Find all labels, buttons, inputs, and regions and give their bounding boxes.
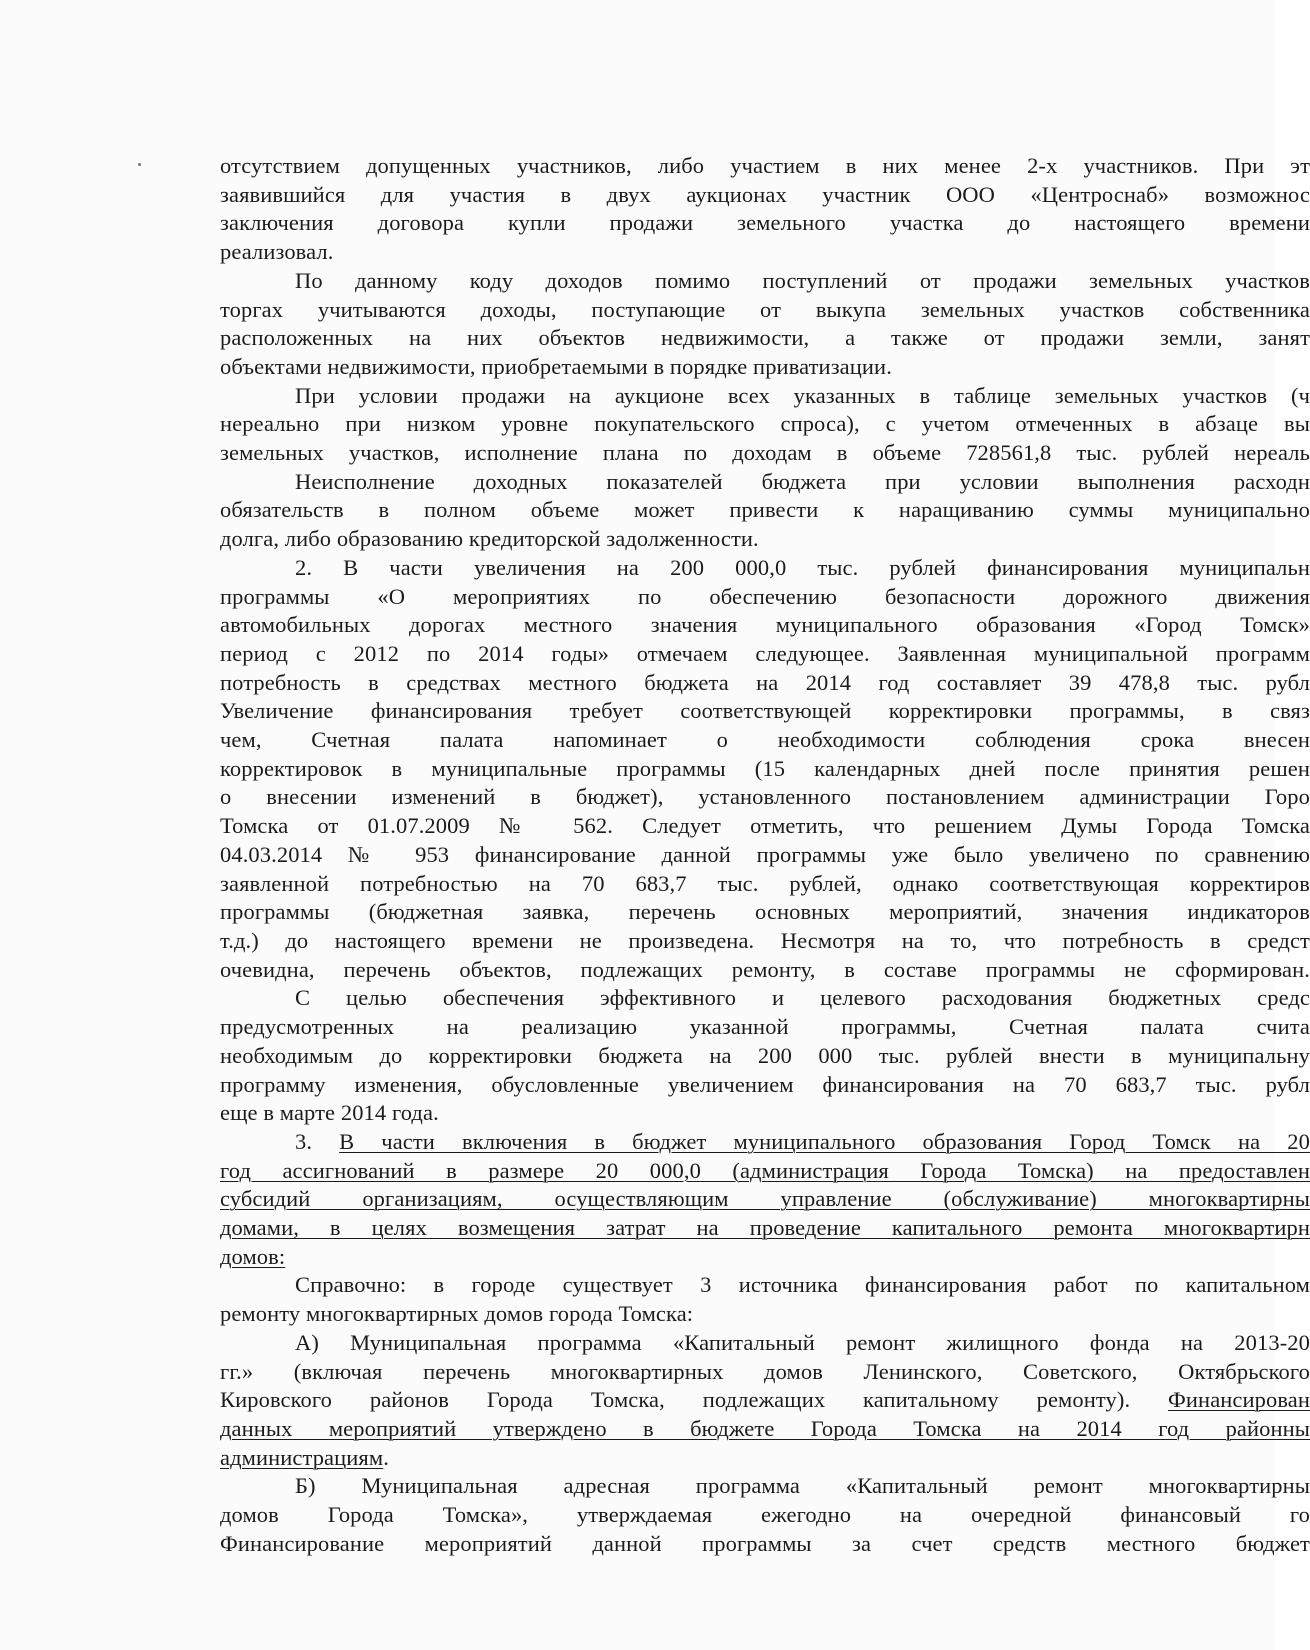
document-line bbox=[220, 296, 1310, 325]
document-line bbox=[220, 1501, 1310, 1530]
document-line bbox=[220, 812, 1310, 841]
document-line bbox=[220, 927, 1310, 956]
line-text: Увеличение финансирования требует соответствующей корректировки программы, в связ bbox=[220, 698, 1310, 724]
line-text: земельных участков, исполнение плана по доходам в объеме 728561,8 тыс. рублей нереаль bbox=[220, 440, 1310, 466]
document-line bbox=[220, 181, 1310, 210]
line-text: администрациям bbox=[220, 1444, 384, 1470]
line-text: 04.03.2014 № 953 финансирование данной программы уже было увеличено по сравнению bbox=[220, 841, 1310, 867]
document-line bbox=[220, 1042, 1310, 1071]
line-text: очевидна, перечень объектов, подлежащих ремонту, в составе программы не сформирован. bbox=[220, 956, 1310, 982]
line-text: Б) Муниципальная адресная программа «Капитальный ремонт многоквартирны bbox=[295, 1473, 1310, 1499]
document-line bbox=[220, 1386, 1310, 1415]
line-text: заявившийся для участия в двух аукционах участник ООО «Центроснаб» возможнос bbox=[220, 181, 1310, 207]
line-text: ремонту многоквартирных домов города Томска: bbox=[220, 1301, 694, 1327]
document-line bbox=[220, 554, 1310, 583]
line-text: Финансирование мероприятий данной программы за счет средств местного бюджет bbox=[220, 1530, 1310, 1556]
line-text: данных мероприятий утверждено в бюджете Города Томска на 2014 год районны bbox=[220, 1415, 1310, 1441]
line-text: реализовал. bbox=[220, 239, 334, 265]
document-line bbox=[220, 1329, 1310, 1358]
line-text: чем, Счетная палата напоминает о необходимости соблюдения срока внесен bbox=[220, 727, 1310, 753]
line-text: При условии продажи на аукционе всех указанных в таблице земельных участков (ч bbox=[295, 382, 1310, 408]
document-line bbox=[220, 1472, 1310, 1501]
document-line bbox=[220, 238, 1310, 267]
document-line bbox=[220, 984, 1310, 1013]
line-text: домов: bbox=[220, 1243, 286, 1269]
line-text-tail: . bbox=[383, 1444, 389, 1470]
line-text: домов Города Томска», утверждаемая ежегодно на очередной финансовый го bbox=[220, 1502, 1310, 1528]
line-text: домами, в целях возмещения затрат на проведение капитального ремонта многоквартирн bbox=[220, 1215, 1310, 1241]
line-text: год ассигнований в размере 20 000,0 (администрация Города Томска) на предоставлен bbox=[220, 1157, 1310, 1183]
line-text: Томска от 01.07.2009 № 562. Следует отметить, что решением Думы Города Томска bbox=[220, 813, 1310, 839]
line-text: необходимым до корректировки бюджета на 200 000 тыс. рублей внести в муниципальну bbox=[220, 1042, 1310, 1068]
document-line bbox=[220, 1071, 1310, 1100]
document-line bbox=[220, 898, 1310, 927]
document-line bbox=[220, 1214, 1310, 1243]
document-line bbox=[220, 1530, 1310, 1559]
line-text: программу изменения, обусловленные увеличением финансирования на 70 683,7 тыс. рубл bbox=[220, 1071, 1310, 1097]
line-text: корректировок в муниципальные программы (15 календарных дней после принятия решен bbox=[220, 755, 1310, 781]
document-line bbox=[220, 152, 1310, 181]
document-line bbox=[220, 755, 1310, 784]
line-text: объектами недвижимости, приобретаемыми в порядке приватизации. bbox=[220, 353, 892, 379]
document-line bbox=[220, 1157, 1310, 1186]
document-line bbox=[220, 353, 1310, 382]
document-line bbox=[220, 382, 1310, 411]
document-line bbox=[220, 267, 1310, 296]
document-line bbox=[220, 1243, 1310, 1272]
line-text: С целью обеспечения эффективного и целевого расходования бюджетных средс bbox=[295, 985, 1310, 1011]
line-text: Неисполнение доходных показателей бюджета при условии выполнения расходн bbox=[295, 468, 1310, 494]
line-text: программы «О мероприятиях по обеспечению безопасности дорожного движения bbox=[220, 583, 1310, 609]
document-line bbox=[220, 410, 1310, 439]
document-line bbox=[220, 1185, 1310, 1214]
line-text: долга, либо образованию кредиторской задолженности. bbox=[220, 526, 759, 552]
line-text-underlined: В части включения в бюджет муниципального образования Город Томск на 20 bbox=[339, 1128, 1310, 1154]
line-text: заявленной потребностью на 70 683,7 тыс. рублей, однако соответствующая корректиров bbox=[220, 870, 1310, 896]
line-text: предусмотренных на реализацию указанной программы, Счетная палата счита bbox=[220, 1014, 1310, 1040]
document-line bbox=[220, 611, 1310, 640]
line-text: 2. В части увеличения на 200 000,0 тыс. рублей финансирования муниципальн bbox=[295, 554, 1310, 580]
line-text: расположенных на них объектов недвижимости, а также от продажи земли, занят bbox=[220, 325, 1310, 351]
line-text: потребность в средствах местного бюджета на 2014 год составляет 39 478,8 тыс. рубл bbox=[220, 669, 1310, 695]
line-text: 3. bbox=[295, 1128, 340, 1154]
document-line bbox=[220, 583, 1310, 612]
document-line bbox=[220, 209, 1310, 238]
document-body bbox=[220, 152, 1310, 1558]
line-text: т.д.) до настоящего времени не произведена. Несмотря на то, что потребность в средст bbox=[220, 927, 1310, 953]
document-line bbox=[220, 956, 1310, 985]
line-text: А) Муниципальная программа «Капитальный ремонт жилищного фонда на 2013-20 bbox=[295, 1329, 1310, 1355]
line-text: нереально при низком уровне покупательского спроса), с учетом отмеченных в абзаце вы bbox=[220, 411, 1310, 437]
document-line bbox=[220, 669, 1310, 698]
document-line bbox=[220, 1099, 1310, 1128]
document-line bbox=[220, 783, 1310, 812]
scan-speck bbox=[138, 163, 141, 166]
line-text: субсидий организациям, осуществляющим управление (обслуживание) многоквартирны bbox=[220, 1186, 1310, 1212]
line-text: еще в марте 2014 года. bbox=[220, 1100, 439, 1126]
line-text: автомобильных дорогах местного значения муниципального образования «Город Томск» bbox=[220, 612, 1310, 638]
line-text: гг.» (включая перечень многоквартирных домов Ленинского, Советского, Октябрьского bbox=[220, 1358, 1310, 1384]
document-line bbox=[220, 468, 1310, 497]
document-line bbox=[220, 1013, 1310, 1042]
document-line bbox=[220, 439, 1310, 468]
line-text: Кировского районов Города Томска, подлежащих капитальному ремонту). bbox=[220, 1387, 1169, 1413]
document-line bbox=[220, 1300, 1310, 1329]
line-text: период с 2012 по 2014 годы» отмечаем следующее. Заявленная муниципальной программ bbox=[220, 640, 1310, 666]
line-text: обязательств в полном объеме может привести к наращиванию суммы муниципально bbox=[220, 497, 1310, 523]
document-line bbox=[220, 841, 1310, 870]
document-line bbox=[220, 1128, 1310, 1157]
document-line bbox=[220, 324, 1310, 353]
document-line bbox=[220, 525, 1310, 554]
document-line bbox=[220, 870, 1310, 899]
document-line bbox=[220, 1444, 1310, 1473]
document-line bbox=[220, 1415, 1310, 1444]
line-text-underlined: Финансирован bbox=[1168, 1387, 1310, 1413]
document-line bbox=[220, 1271, 1310, 1300]
document-line bbox=[220, 1358, 1310, 1387]
document-line bbox=[220, 640, 1310, 669]
line-text: Справочно: в городе существует 3 источника финансирования работ по капитальном bbox=[295, 1272, 1310, 1298]
line-text: По данному коду доходов помимо поступлений от продажи земельных участков bbox=[295, 267, 1310, 293]
line-text: о внесении изменений в бюджет), установленного постановлением администрации Горо bbox=[220, 784, 1310, 810]
document-line bbox=[220, 726, 1310, 755]
line-text: торгах учитываются доходы, поступающие от выкупа земельных участков собственника bbox=[220, 296, 1310, 322]
line-text: заключения договора купли продажи земельного участка до настоящего времени bbox=[220, 210, 1310, 236]
line-text: отсутствием допущенных участников, либо участием в них менее 2-х участников. При эт bbox=[220, 153, 1310, 178]
document-line bbox=[220, 496, 1310, 525]
document-line bbox=[220, 697, 1310, 726]
line-text: программы (бюджетная заявка, перечень основных мероприятий, значения индикаторов bbox=[220, 899, 1310, 925]
